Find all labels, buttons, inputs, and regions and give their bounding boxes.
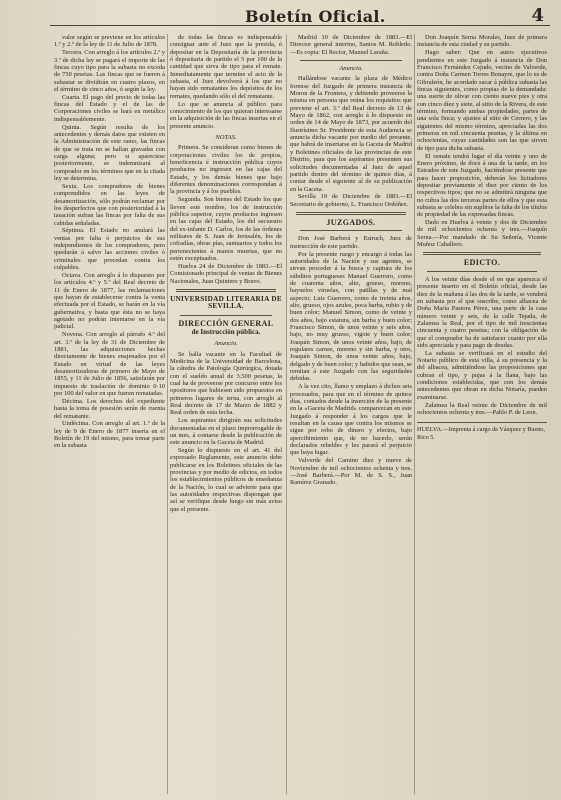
- divider: [300, 230, 402, 231]
- divider: [300, 60, 402, 61]
- paragraph: Huelva 24 de Diciembre de 1883.—El Comisionado principal de ventas de Bienes Nacionales, Juan Quintero y Bravo.: [170, 262, 282, 285]
- paragraph: de todas las fincas es indispensable consignar ante el Juez que la presida, ó depositar en la Depositaría de la provincia ó depositaria de partido el 5 por 100 de la cantidad que sirva de tipo para el remate. Inmediatamente que termine el acto de la subasta, el Juez devolverá á los que no hayan sido rematantes los depósitos de los remates, quedando sólo el del rematante.: [170, 34, 282, 100]
- paragraph: Los aspirantes dirigirán sus solicitudes documentadas en el plazo improrrogable de un mes, á contarse desde la publicación de este anuncio en la Gaceta de Madrid.: [170, 417, 282, 447]
- paragraph: Cuarta. El pago del precio de todas las fincas del Estado y el de las de Corporaciones civiles se hará en metálico indispensablemente.: [54, 93, 165, 123]
- paragraph: Hago saber: Que en autos ejecutivos pendientes en este Juzgado á instancia de Don Francisco Fernández Cejudo, vecino de Valverde, contra Doña Carmen Torres Bonayre, que lo es de Gibraleón, he acordado sacar á pública subasta las fincas siguientes, como propias de la demandada: una suerte de olivar con ciento nueve pies y otra con cinco díez y siete, al sitio de la Rivera, de este término, formando ambas propiedades, partes de una sola finca; y ajustes al sitio de Cerrero, y las siguientes del mismo término, apreciadas las dos primeras en mil cincuenta pesetas, y la última en ochocientas, cuyas cantidades son las que sirven de tipo para dicha subasta.: [417, 49, 547, 152]
- paragraph: El remate tendrá lugar el día veinte y uno de Enero próximo, de doce á una de la tarde, en los Estrados de este Juzgado, haciéndose presente que para hacer proposición, deberán los licitadores depositar previamente el diez por ciento de los respectivos tipos; que no se admitirá ninguna que no cubra las dos terceras partes de ellos y que esta subasta se celebra sin suplirse la falta de los títulos de propiedad de las expresadas fincas.: [417, 152, 547, 219]
- paragraph: Don José Barberá y Estruch, Juez de instrucción de este partido.: [290, 235, 412, 250]
- section-divider: [423, 252, 541, 255]
- paragraph: valor según se previene en los artículos 1.º y 2.º de la ley de 11 de Julio de 1878.: [54, 34, 165, 49]
- paragraph: Sexta. Los compradores de bienes comprendidos en las leyes de desamortización, sólo podrán reclamar por los desperfectos que con posterioridad á la tasación sufran las fincas por falta de sus cabidas señaladas.: [54, 182, 165, 227]
- paragraph: Séptima. El Estado no anulará las ventas por falta ó perjuicios de sus independientes de los compradores, pero quedarán á salvo las acciones civiles ó criminales que procedan contra los culpables.: [54, 227, 165, 272]
- divider: [180, 315, 272, 316]
- section-divider: [296, 212, 406, 215]
- page-number: 4: [531, 5, 544, 26]
- column-1: [54, 34, 165, 794]
- paragraph: Quinta. Según resulta de los antecedentes y demás datos que existen en la Administración de este ramo, las fincas de que se trata no se hallan gravadas con carga alguna; pero si apareciese posteriormente, se indemnizará al comprador en los términos que en la citada ley se determina.: [54, 123, 165, 183]
- paragraph: Hallándose vacante la plaza de Médico forense del Juzgado de primera instancia de Moron de la Frontera, y debiendo proveerse la misma en persona que reúna los requisitos que previene el art. 3.º del Real decreto de 13 de Mayo de 1862, con arreglo á lo dispuesto en orden de 14 de Mayo de 1873, por acuerdo del Ilustrísimo Sr. Presidente de esta Audiencia se anuncia dicha vacante por medio del presente, que habrá de insertarse en la Gaceta de Madrid y Boletines oficiales de las provincias de este Distrito, para que los aspirantes presenten sus solicitudes documentadas al Juez de aquel partido dentro del término de quince días, á contar desde el siguiente al de su publicación en la Gaceta.: [290, 75, 412, 193]
- paragraph: Valverde del Camino diez y nueve de Noviembre de mil ochocientos ochenta y tres.—José Barberá.—Por M. de S. S., Juan Ramírez Granado.: [290, 457, 412, 487]
- edicto-heading: EDICTO.: [463, 258, 501, 268]
- paragraph: Octava. Con arreglo á lo dispuesto por los artículos 4.º y 5.º del Real decreto de 11 de Enero de 1877, las reclamaciones que hayan de establecerse contra la venta efectuada por el Estado, se harán en la vía gubernativa, y hasta que ésta no se haya agotado no podrán intentarse en la vía judicial.: [54, 272, 165, 331]
- paragraph: Según lo dispuesto en el art. 41 del expresado Reglamento, este anuncio debe publicarse en los Boletines oficiales de las provincias y por medio de edictos, en todos los establecimientos públicos de enseñanza de la Nación, lo cual se advierte para que las autoridades respectivas dispongan que así se verifique desde luego sin más aviso que el presente.: [170, 447, 282, 513]
- masthead: [50, 6, 550, 26]
- paragraph: Primera. Se consideran como bienes de corporaciones civiles los de propios, beneficencia é instrucción pública cuyos productos no ingresen en las cajas del Estado, y los demás bienes que bajo diferentes denominaciones correspondan á la provincia y á los pueblos.: [170, 144, 282, 196]
- paragraph: Tercera. Con arreglo á los artículos 2.º y 3.º de dicha ley se pagará el importe de las fincas cuyo tipo para la subasta no exceda de 750 pesetas. Las fincas que se fueren á subastar se dividirán en cuatro plazos, en el término de cinco años, ó según la ley.: [54, 49, 165, 93]
- paragraph: A los veinte días desde el en que aparezca el presente inserto en el Boletín oficial, desde las diez de la mañana á las dos de la tarde, se venderá en subasta por el que suscribe, como albacea de Doña María Pastora Pérez, una parte de la casa número veinte y seis, de la calle Tejada, de Zalamea la Real, por el tipo de mil trescientas cincuenta y cuatro pesetas; con la obligación de que el comprador ha de satisfacer cuanto por ella sido apreciada y para pago de deudas.: [417, 275, 547, 349]
- paragraph: Sevilla 19 de Diciembre de 1883.—El Secretario de gobierno, L. Francisco Ordóñez.: [290, 193, 412, 208]
- direction-subheading: de Instrucción pública.: [191, 327, 261, 336]
- column-rule: [414, 34, 415, 794]
- paragraph: A la vez cito, llamo y emplazo á dichos seis procesados, para que en el término de quince días, contados desde la inserción de la presente en la «Gaceta de Madrid» comparezcan en este Juzgado á responder á los cargos que le resultan en la causa que contra los mismos se sigue por robo de dinero y efectos, bajo apercibimiento que, de no hacerlo, serán declarados rebeldes y les parará el perjuicio que haya lugar.: [290, 383, 412, 457]
- newspaper-title: Boletín Oficial.: [245, 7, 386, 26]
- direction-heading: DIRECCIÓN GENERAL: [178, 318, 274, 328]
- column-3: [290, 34, 412, 794]
- column-2: [170, 34, 282, 794]
- column-4: [417, 34, 547, 794]
- paragraph: Se halla vacante en la Facultad de Medicina de la Universidad de Barcelona, la cátedra de Patología Quirúrgica, dotada con el sueldo anual de 3.500 pesetas, la cual ha de proveerse por concurso entre los opositores que hubiesen sido propuestos en primeros lugares de terna, con arreglo al Real decreto de 17 de Marzo de 1882 y Real orden de esta fecha.: [170, 350, 282, 417]
- notes-heading: NOTAS.: [215, 133, 237, 141]
- paragraph: Undécima. Con arreglo al art. 1.º de la ley de 9 de Enero de 1877 inserta en el Boletín de 19 del mismo, para tomar parte en la subasta: [54, 420, 165, 450]
- paragraph: Por la presente ruego y encargo á todas las autoridades de la Nación y sus agentes, se sirvan proceder á la busca y captura de los súbditos portugueses Manuel Guerrero, como de cuarenta años, alto, grueso, moreno, hayuelos viruelas, con patillas y de mal aspecto; Luis Guerrero, como de treinta años, alto, grueso, ojos azules, poca barba, rubio y de buen color; Manuel Simon, como de veinte y dos años, bajo estatura, sin barba y buen color; Francisco Simon, de unos veinte y seis años, bajo, no muy grueso, vigote y buen color; Joaquín Simon, de unos veinte años, bajo, de regulares carnes, moreno y sin barba, y otro, Joaquín Simon, de unos veinte años, bajo, delgado y de buen color; y habidos que sean, se remitan á este Juzgado con las seguridades debidas.: [290, 250, 412, 383]
- anuncio-heading: Anuncio.: [339, 65, 363, 73]
- paragraph: Lo que se anuncia al público para conocimiento de los que quieran interesarse en la adquisición de las fincas insertas en el presente anuncio.: [170, 100, 282, 130]
- paragraph: Don Joaquín Serna Morales, Juez de primera instancia de esta ciudad y su partido.: [417, 34, 547, 49]
- paragraph: Décima. Los derechos del expediente hasta la toma de posesión serán de cuenta del rematante.: [54, 397, 165, 420]
- column-rule: [167, 34, 168, 794]
- column-rule: [286, 34, 287, 794]
- anuncio-heading: Anuncio.: [214, 340, 238, 348]
- section-divider: [176, 289, 276, 292]
- paragraph: Segunda. Son bienes del Estado los que lleven este nombre, los de instrucción pública superior, cuyos productos ingresen en las cajas del Estado, los del secuestro del ex-infante D. Carlos, los de las órdenes militares de S. Juan de Jerusalén, los de cofradías, obras pías, santuarios y todos los pertenecientes á manos muertas, que no estén exceptuados.: [170, 196, 282, 262]
- paragraph: Madrid 10 de Diciembre de 1883.—El Director general interino, Santos M. Robledo.—Es copia: El Rector, Manuel Laraña.: [290, 34, 412, 56]
- juzgados-heading: JUZGADOS.: [326, 218, 376, 228]
- paragraph: Zalamea la Real veinte de Diciembre de mil ochocientos ochenta y tres.—Pablo P. de Leon.: [417, 401, 547, 416]
- paragraph: Novena. Con arreglo al párrafo 4.º del art. 3.º de la ley de 31 de Diciembre de 1881, las adquisiciones hechas directamente de bienes enajenados por el Estado en virtud de las leyes desamortizadoras de primero de Mayo de 1855, y 11 de Julio de 1856, satisfarán por impuesto de traslación de dominio 0·10 por 100 del valor en que fueren rematadas.: [54, 331, 165, 397]
- paragraph: Dado en Huelva á veinte y dos de Diciembre de mil ochocientos ochenta y tres.—Joaquín Serna.—Por mandado de Su Señoría, Vicente Muñoz Caballero.: [417, 219, 547, 249]
- paragraph: La subasta se verificará en el estudio del Notario público de esta villa, á su presencia y la del albacea, admitiéndose las proposiciones que cubran el tipo, y pujas á la llana, bajo las condiciones establecidas, que con los demás antecedentes que obran en dicha Notaría, pueden examinarse.: [417, 349, 547, 401]
- printer-imprint: HUELVA.—Imprenta á cargo de Vázquez y Bueno, Rico 5.: [417, 422, 547, 441]
- university-heading: UNIVERSIDAD LITERARIA DE SEVILLA.: [170, 294, 282, 311]
- divider: [427, 271, 537, 272]
